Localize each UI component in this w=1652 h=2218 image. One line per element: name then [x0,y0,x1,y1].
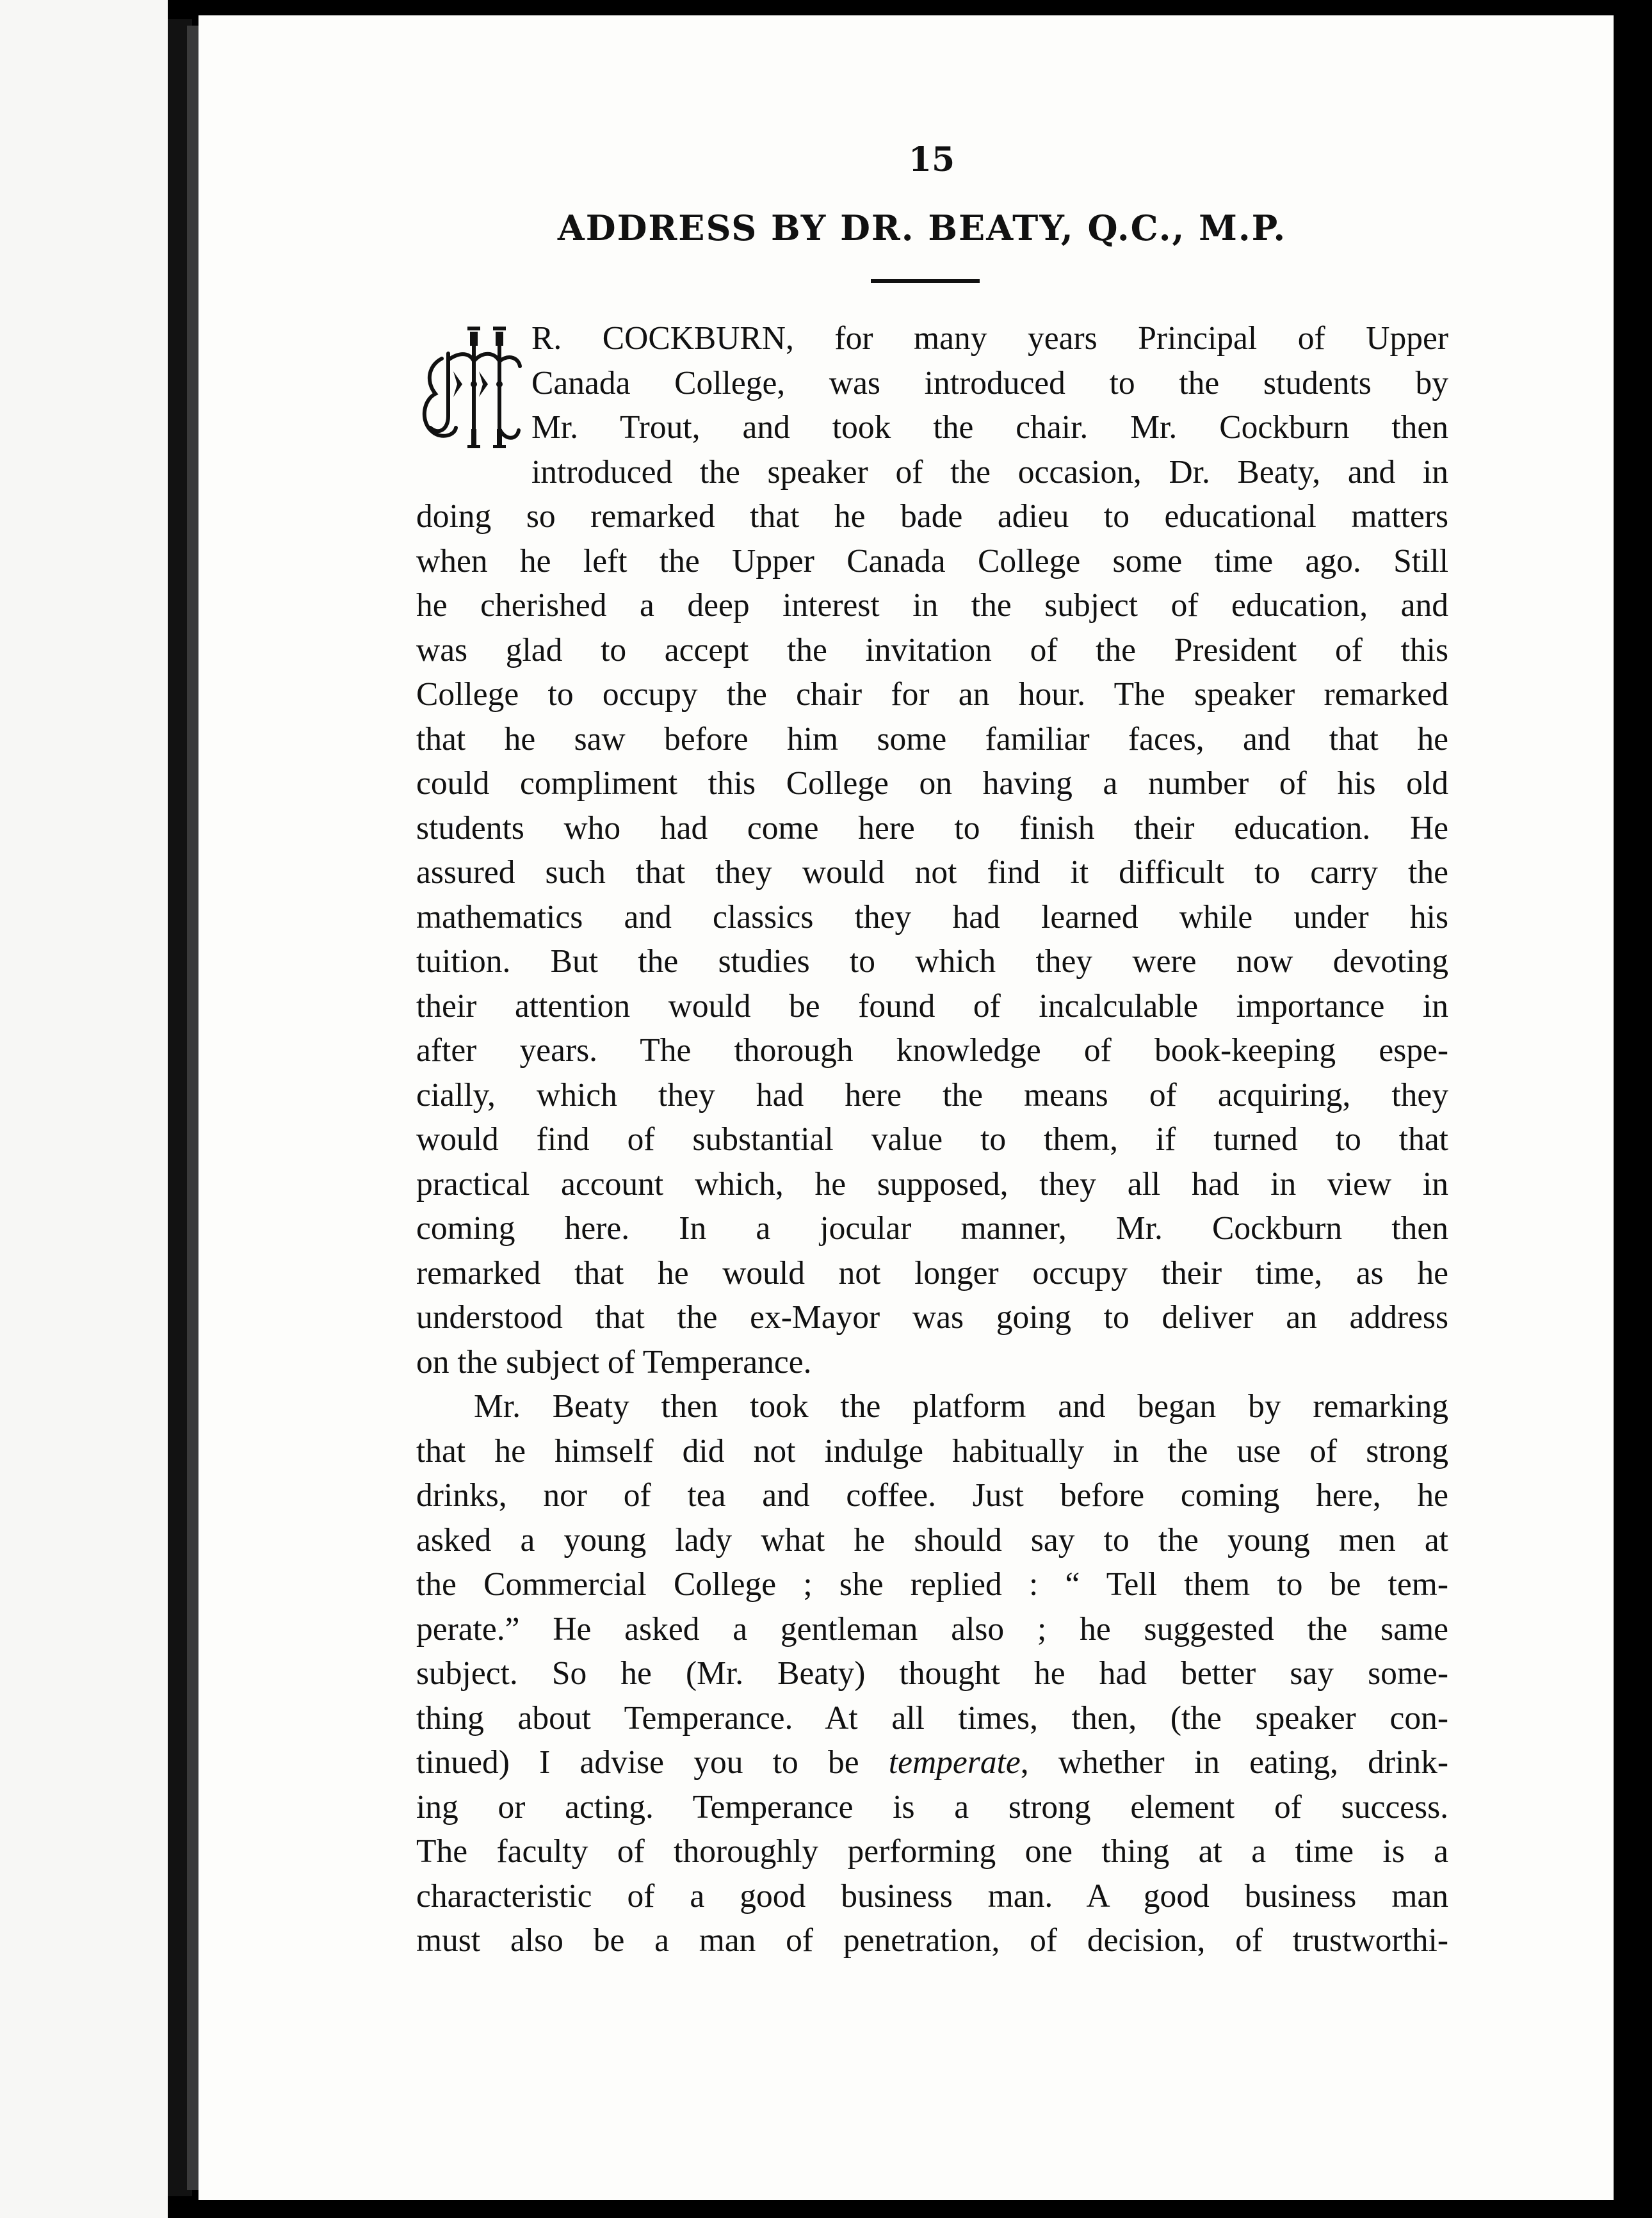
heading-rule [871,279,980,283]
page-number: 15 [908,140,955,179]
text-line: introduced the speaker of the occasion, Dr. Beaty, and in [531,453,1448,490]
text-line: tuition. But the studies to which they were now devoting [416,943,1448,980]
text-line: R. COCKBURN, for many years Principal of Upper [531,320,1448,357]
paragraph-address [416,1384,1448,1963]
book-page [198,15,1614,2200]
text-line: mathematics and classics they had learned while under his [416,898,1448,935]
text-line: Mr. Beaty then took the platform and began by remarking [474,1388,1448,1425]
text-line: subject. So he (Mr. Beaty) thought he had better say some- [416,1655,1448,1692]
text-line [416,1740,1448,1785]
text-line: drinks, nor of tea and coffee. Just before coming here, he [416,1477,1448,1514]
text-line: asked a young lady what he should say to the young men at [416,1521,1448,1558]
text-line: cially, which they had here the means of acquiring, they [416,1076,1448,1113]
text-line: practical account which, he supposed, they all had in view in [416,1165,1448,1202]
text-line: that he himself did not indulge habitually in the use of strong [416,1432,1448,1469]
text-line: Mr. Trout, and took the chair. Mr. Cockburn then [531,409,1448,446]
text-line: after years. The thorough knowledge of book-keeping espe- [416,1032,1448,1069]
line-segment: tinued) I advise you to be [416,1744,889,1781]
text-line: on the subject of Temperance. [416,1343,812,1380]
paragraph-intro [416,316,1448,1384]
text-line: that he saw before him some familiar faces, and that he [416,720,1448,757]
text-line: ing or acting. Temperance is a strong element of success. [416,1788,1448,1825]
dropcap-letter-graphic [416,320,531,451]
text-line: students who had come here to finish their education. He [416,809,1448,846]
text-line: when he left the Upper Canada College some time ago. Still [416,542,1448,579]
dropcap-ornament [416,320,531,451]
text-line: he cherished a deep interest in the subject of education, and [416,587,1448,624]
text-line: Canada College, was introduced to the students by [531,364,1448,401]
page-heading: ADDRESS BY DR. BEATY, Q.C., M.P. [557,207,1287,248]
text-line: doing so remarked that he bade adieu to educational matters [416,498,1448,535]
text-line: assured such that they would not find it difficult to carry the [416,854,1448,891]
facing-page [0,0,168,2218]
text-line: could compliment this College on having a number of his old [416,765,1448,802]
text-line: their attention would be found of incalculable importance in [416,987,1448,1024]
emphasis-word: temperate [888,1744,1021,1781]
body-text [416,316,1448,1963]
text-line: understood that the ex-Mayor was going to deliver an address [416,1299,1448,1336]
text-line: coming here. In a jocular manner, Mr. Cockburn then [416,1210,1448,1247]
text-line: remarked that he would not longer occupy their time, as he [416,1254,1448,1291]
text-line: the Commercial College ; she replied : “ Tell them to be tem- [416,1566,1448,1603]
text-line: must also be a man of penetration, of decision, of trustworthi- [416,1922,1448,1959]
text-line: was glad to accept the invitation of the President of this [416,631,1448,668]
text-line: would find of substantial value to them, if turned to that [416,1121,1448,1158]
text-line: thing about Temperance. At all times, then, (the speaker con- [416,1699,1448,1736]
text-line: College to occupy the chair for an hour. The speaker remarked [416,676,1448,713]
text-line: perate.” He asked a gentleman also ; he suggested the same [416,1610,1448,1647]
line-segment: , whether in eating, drink- [1020,1744,1448,1781]
text-line: The faculty of thoroughly performing one thing at a time is a [416,1833,1448,1870]
text-line: characteristic of a good business man. A good business man [416,1877,1448,1914]
